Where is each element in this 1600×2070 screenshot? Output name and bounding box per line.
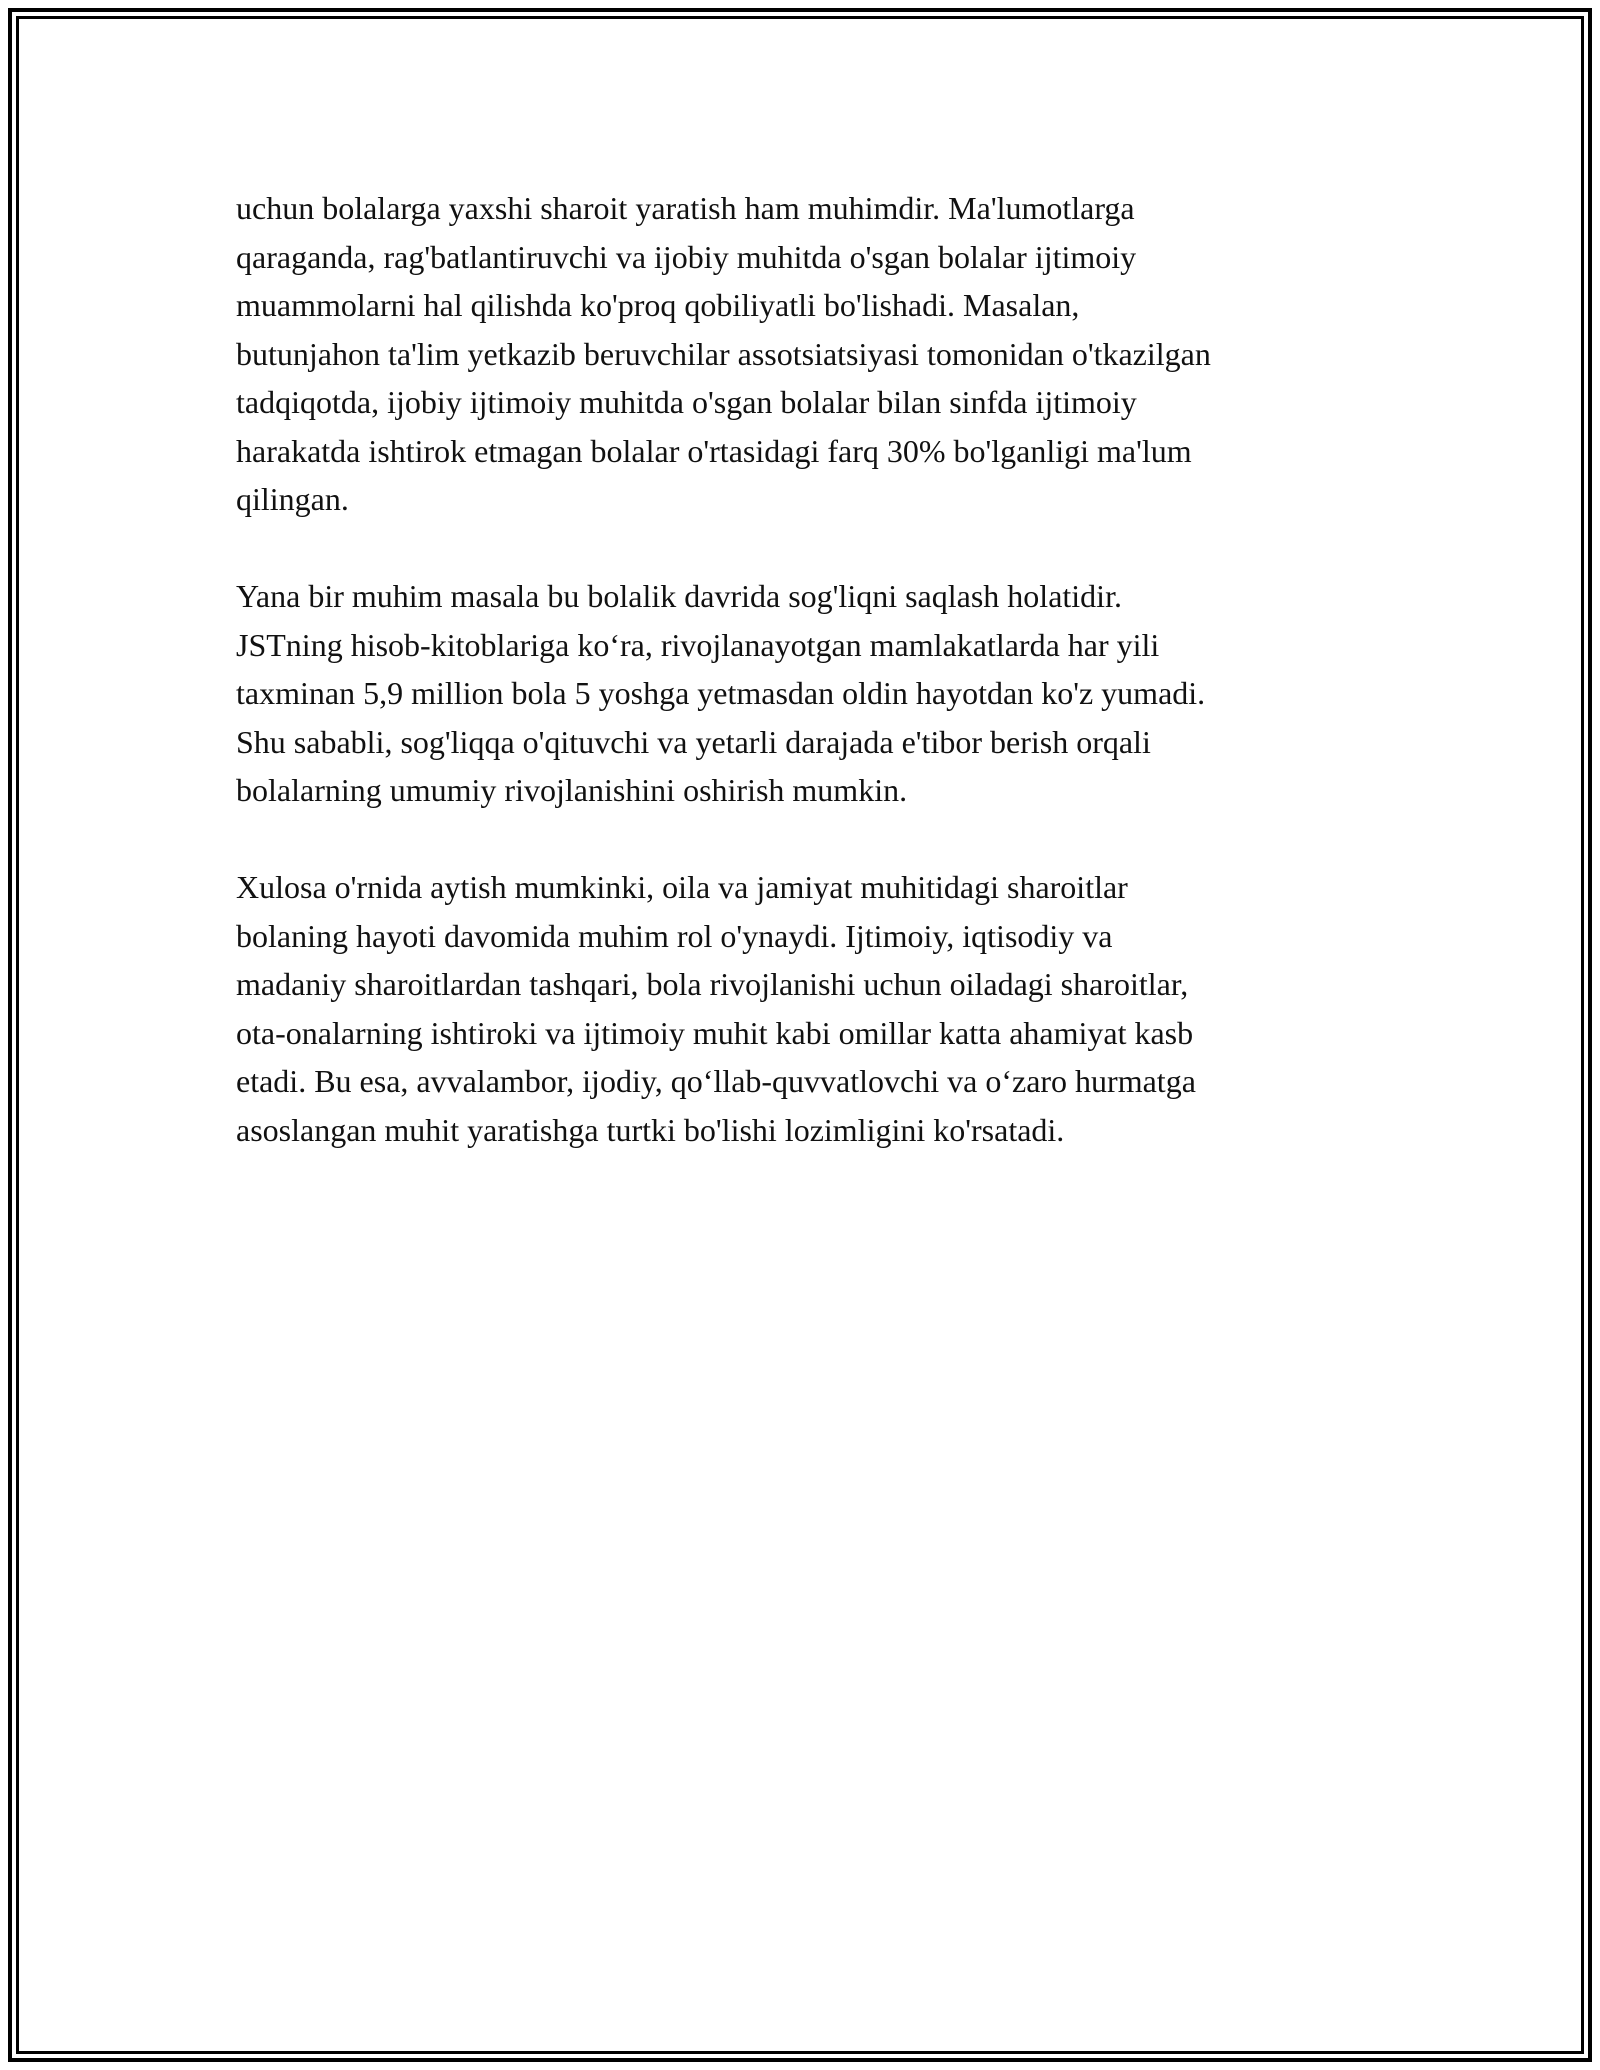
paragraph-1 [236, 184, 1366, 524]
text-line: harakatda ishtirok etmagan bolalar o'rtasidagi farq 30% bo'lganligi ma'lum [236, 432, 1192, 469]
text-line: taxminan 5,9 million bola 5 yoshga yetmasdan oldin hayotdan ko'z yumadi. [236, 675, 1206, 711]
paragraph-3 [236, 863, 1366, 1154]
text-line: tadqiqotda, ijobiy ijtimoiy muhitda o'sgan bolalar bilan sinfda ijtimoiy [236, 384, 1137, 420]
text-line: JSTning hisob-kitoblariga ko‘ra, rivojlanayotgan mamlakatlarda har yili [236, 626, 1160, 663]
text-line: bolalarning umumiy rivojlanishini oshirish mumkin. [236, 772, 908, 808]
text-line: asoslangan muhit yaratishga turtki bo'lishi lozimligini ko'rsatadi. [236, 1111, 1065, 1148]
paragraph-2 [236, 572, 1366, 815]
text-line: ota-onalarning ishtiroki va ijtimoiy muhit kabi omillar katta ahamiyat kasb [236, 1014, 1194, 1051]
text-line: etadi. Bu esa, avvalambor, ijodiy, qo‘llab-quvvatlovchi va o‘zaro hurmatga [236, 1063, 1196, 1099]
text-line: qaraganda, rag'batlantiruvchi va ijobiy muhitda o'sgan bolalar ijtimoiy [236, 238, 1137, 275]
document-body [236, 184, 1366, 1203]
text-line: muammolarni hal qilishda ko'proq qobiliyatli bo'lishadi. Masalan, [236, 287, 1080, 323]
text-line: Yana bir muhim masala bu bolalik davrida sog'liqni saqlash holatidir. [236, 578, 1122, 614]
text-line: madaniy sharoitlardan tashqari, bola rivojlanishi uchun oiladagi sharoitlar, [236, 966, 1189, 1002]
text-line: qilingan. [236, 481, 349, 517]
text-line: uchun bolalarga yaxshi sharoit yaratish ham muhimdir. Ma'lumotlarga [236, 190, 1135, 226]
text-line: butunjahon ta'lim yetkazib beruvchilar assotsiatsiyasi tomonidan o'tkazilgan [236, 335, 1211, 372]
text-line: bolaning hayoti davomida muhim rol o'ynaydi. Ijtimoiy, iqtisodiy va [236, 917, 1113, 954]
text-line: Shu sababli, sog'liqqa o'qituvchi va yetarli darajada e'tibor berish orqali [236, 723, 1151, 760]
text-line: Xulosa o'rnida aytish mumkinki, oila va jamiyat muhitidagi sharoitlar [236, 869, 1128, 905]
